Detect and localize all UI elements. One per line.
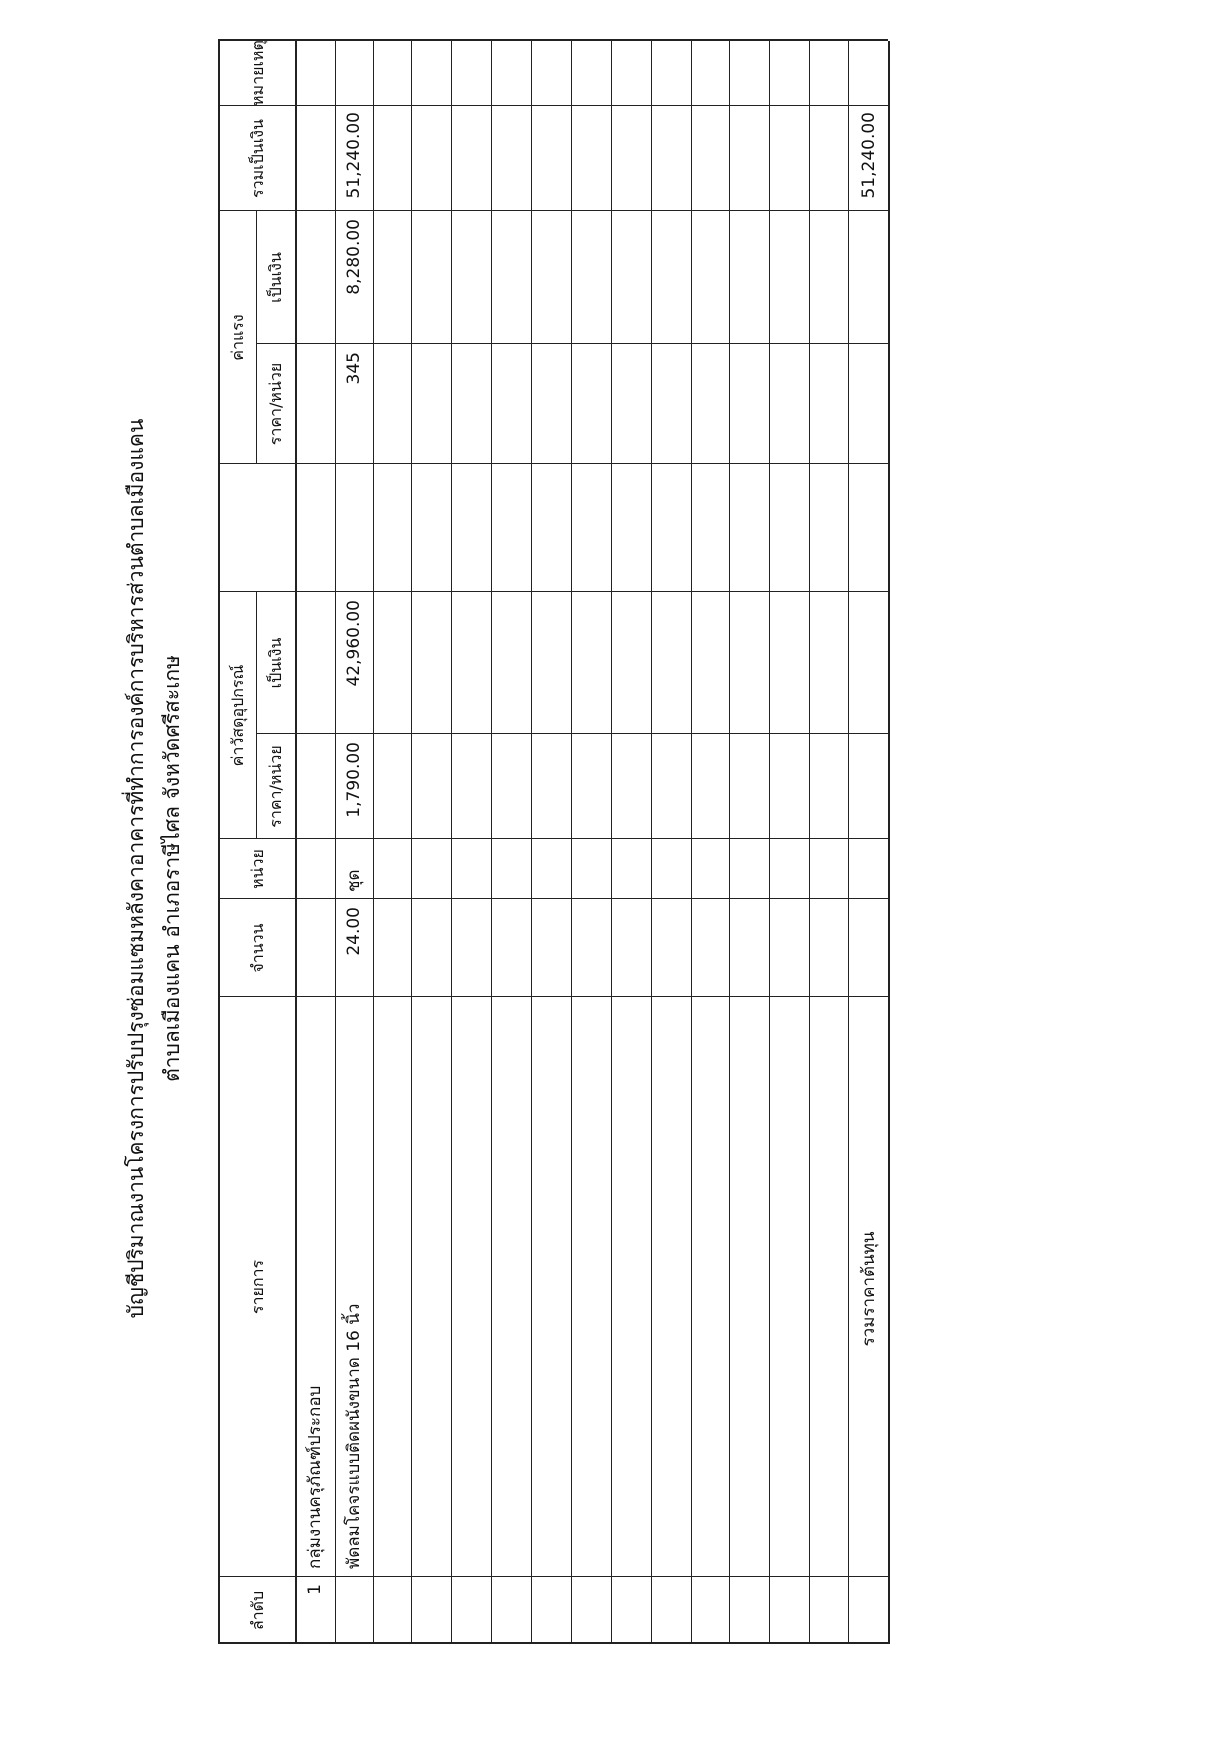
row-divider bbox=[848, 41, 849, 1644]
column-divider bbox=[218, 898, 888, 899]
header-bottom-line bbox=[295, 41, 297, 1644]
column-divider bbox=[218, 105, 888, 106]
table-border-bottom bbox=[888, 41, 890, 1644]
row-divider bbox=[611, 41, 612, 1644]
row-1-no: 1 bbox=[305, 1584, 325, 1595]
header-material: ค่าวัสดุอุปกรณ์ bbox=[228, 664, 247, 767]
header-qty: จำนวน bbox=[248, 923, 267, 973]
row-1-item: กลุ่มงานครุภัณฑ์ประกอบ bbox=[305, 1385, 325, 1569]
header-material-amount: เป็นเงิน bbox=[266, 637, 285, 689]
footer-label: รวมราคาต้นทุน bbox=[859, 1231, 879, 1347]
header-remark: หมายเหตุ bbox=[248, 40, 267, 106]
labor-group-underline bbox=[256, 211, 257, 464]
row-2-qty: 24.00 bbox=[344, 907, 364, 956]
row-divider bbox=[411, 41, 412, 1644]
row-divider bbox=[335, 41, 336, 1644]
row-divider bbox=[491, 41, 492, 1644]
row-divider bbox=[451, 41, 452, 1644]
row-2-labor-amount: 8,280.00 bbox=[344, 219, 364, 295]
row-divider bbox=[769, 41, 770, 1644]
row-divider bbox=[809, 41, 810, 1644]
row-2-material-unit-price: 1,790.00 bbox=[344, 742, 364, 818]
header-no: ลำดับ bbox=[248, 1590, 267, 1631]
header-labor-unit-price: ราคา/หน่วย bbox=[266, 362, 285, 446]
column-divider bbox=[218, 1576, 888, 1577]
header-item: รายการ bbox=[248, 1259, 267, 1315]
row-2-labor-unit-price: 345 bbox=[344, 352, 364, 385]
table-border-right bbox=[218, 39, 888, 41]
row-divider bbox=[691, 41, 692, 1644]
column-divider bbox=[218, 210, 888, 211]
header-total: รวมเป็นเงิน bbox=[248, 119, 267, 198]
row-divider bbox=[531, 41, 532, 1644]
header-labor: ค่าแรง bbox=[228, 314, 247, 361]
row-divider bbox=[729, 41, 730, 1644]
header-labor-amount: เป็นเงิน bbox=[266, 252, 285, 303]
header-material-unit-price: ราคา/หน่วย bbox=[266, 745, 285, 828]
header-unit: หน่วย bbox=[248, 849, 267, 889]
column-divider bbox=[218, 591, 888, 592]
footer-total: 51,240.00 bbox=[859, 112, 879, 199]
row-divider bbox=[651, 41, 652, 1644]
column-divider bbox=[218, 463, 888, 464]
document-subtitle: ตำบลเมืองแคน อำเภอราษีไศล จังหวัดศรีสะเกษ bbox=[160, 655, 184, 1082]
column-divider bbox=[218, 838, 888, 839]
row-divider bbox=[373, 41, 374, 1644]
row-divider bbox=[571, 41, 572, 1644]
row-2-material-amount: 42,960.00 bbox=[344, 600, 364, 687]
row-2-total: 51,240.00 bbox=[344, 112, 364, 199]
material-group-underline bbox=[256, 592, 257, 839]
row-2-unit: ชุด bbox=[344, 869, 364, 892]
table-border-top bbox=[218, 41, 220, 1644]
document-title: บัญชีปริมาณงานโครงการปรับปรุงซ่อมแซมหลังคาอาคารที่ทำการองค์การบริหารส่วนตำบลเมืองแคน bbox=[124, 418, 148, 1319]
column-divider bbox=[218, 996, 888, 997]
row-2-item: พัดลมโคจรแบบติดผนังขนาด 16 นิ้ว bbox=[344, 1303, 364, 1569]
